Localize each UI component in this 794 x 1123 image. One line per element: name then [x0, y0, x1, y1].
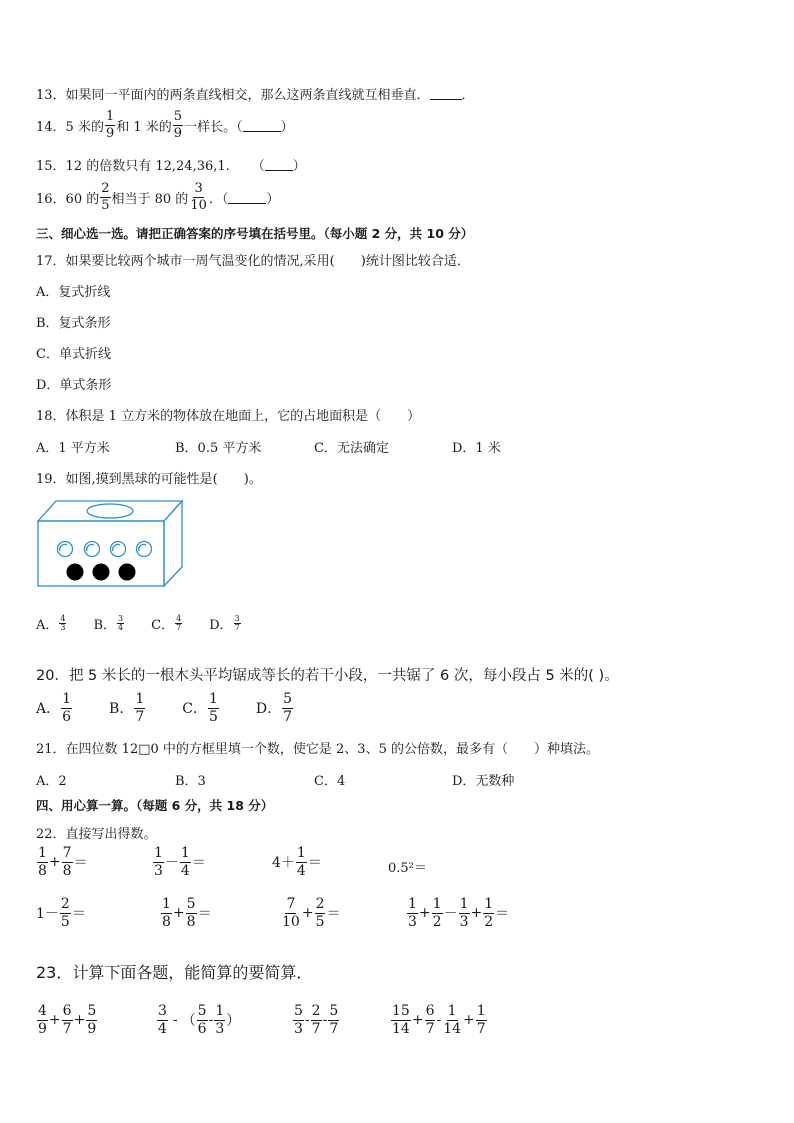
fraction: [180, 846, 191, 878]
equals-sign: ＝: [326, 906, 341, 923]
option-label: C．: [182, 701, 207, 718]
fraction: [282, 692, 293, 724]
denominator: 10: [282, 913, 300, 930]
operator: +: [470, 905, 483, 922]
whole-number-term: 1－: [36, 906, 59, 923]
q19-option-b[interactable]: [93, 614, 125, 633]
fraction: [37, 846, 48, 878]
denominator: 2: [484, 913, 494, 930]
equals-sign: ＝: [191, 855, 206, 872]
numerator: 15: [392, 1003, 410, 1019]
operator: +: [301, 905, 314, 922]
black-balls: [67, 564, 136, 581]
numerator: 5: [294, 1003, 303, 1019]
fraction: [483, 897, 494, 929]
right-paren: ）: [226, 1013, 241, 1030]
q20-stem: 20．把 5 米长的一根木头平均锯成等长的若干小段，一共锯了 6 次，每小段占 5 米的( )。: [36, 668, 619, 684]
operator: +: [411, 1012, 424, 1029]
numerator: 1: [105, 109, 115, 124]
denominator: 3: [408, 913, 417, 930]
question-15: [36, 155, 306, 174]
q17-option-c[interactable]: C．单式折线: [36, 347, 111, 362]
equals-sign: ＝: [495, 906, 510, 923]
numerator: 1: [154, 845, 163, 861]
q15-open-paren: （: [251, 159, 265, 174]
q19-option-d[interactable]: [209, 614, 242, 633]
question-16: [36, 182, 279, 212]
numerator: 1: [38, 845, 47, 861]
q18-option-d[interactable]: D．1 米: [452, 441, 501, 456]
denominator: 3: [154, 862, 163, 879]
left-paren: （: [181, 1013, 196, 1030]
option-label: D．: [209, 618, 233, 633]
denominator: 7: [234, 623, 240, 632]
numerator: 2: [60, 896, 70, 912]
denominator: 4: [296, 862, 306, 879]
denominator: 6: [62, 708, 72, 725]
denominator: 4: [180, 862, 190, 879]
fraction: [134, 692, 145, 724]
numerator: 7: [286, 896, 296, 912]
fraction: [315, 897, 326, 929]
section-3-heading: 三、细心选一选。请把正确答案的序号填在括号里。（每小题 2 分，共 10 分）: [36, 226, 474, 241]
fraction: [100, 182, 110, 212]
numerator: 1: [215, 1003, 225, 1019]
q16-text-1: 16．60 的: [36, 191, 100, 207]
q18-stem: 18．体积是 1 立方米的物体放在地面上，它的占地面积是（ ）: [36, 409, 421, 424]
equals-sign: ＝: [307, 855, 322, 872]
q17-stem: 17．如果要比较两个城市一周气温变化的情况,采用( )统计图比较合适．: [36, 254, 470, 269]
fraction: [173, 110, 183, 140]
white-balls: [58, 542, 152, 557]
option-label: A．: [36, 618, 59, 633]
denominator: 9: [38, 1020, 47, 1037]
q23-expr-4: [390, 1004, 488, 1036]
numerator: 3: [158, 1003, 167, 1019]
q22-expr-4: 0.5²＝: [388, 861, 427, 876]
denominator: 2: [432, 913, 442, 930]
operator: +: [73, 1012, 86, 1029]
q21-option-d[interactable]: D．无数种: [452, 774, 515, 789]
q22-expr-5: [36, 897, 86, 929]
operator: －: [443, 906, 458, 923]
denominator: 5: [60, 913, 70, 930]
numerator: 1: [408, 896, 417, 912]
fraction: [175, 615, 182, 633]
q21-option-b[interactable]: B．3: [175, 774, 206, 789]
denominator: 7: [329, 1020, 339, 1037]
q18-option-c[interactable]: C．无法确定: [314, 441, 389, 456]
fraction: [157, 1004, 168, 1036]
fraction: [153, 846, 164, 878]
numerator: 1: [208, 691, 218, 707]
fraction: [161, 897, 172, 929]
fraction: [442, 1004, 462, 1036]
q23-expr-1: [36, 1004, 98, 1036]
denominator: 7: [283, 708, 293, 725]
denominator: 10: [190, 197, 207, 213]
fraction: [234, 615, 241, 633]
numerator: 5: [87, 1003, 97, 1019]
q15-text: 15．12 的倍数只有 12,24,36,1.: [36, 159, 230, 174]
whole-number-term: 4＋: [272, 855, 295, 872]
q16-text-4: ）: [266, 191, 280, 207]
numerator: 1: [162, 896, 171, 912]
fraction: [311, 1004, 322, 1036]
option-label: B．: [93, 618, 117, 633]
option-label: A．: [36, 701, 61, 718]
denominator: 3: [294, 1020, 303, 1037]
fraction: [62, 846, 73, 878]
q19-option-a[interactable]: [36, 614, 67, 633]
denominator: 8: [62, 862, 72, 879]
numerator: 1: [476, 1003, 486, 1019]
q21-option-c[interactable]: C．4: [314, 774, 346, 789]
fraction: [59, 615, 66, 633]
q13-answer-blank[interactable]: [430, 87, 462, 100]
numerator: 2: [101, 181, 110, 196]
fraction: [328, 1004, 339, 1036]
q13-suffix: ．: [461, 88, 475, 103]
denominator: 8: [38, 862, 47, 879]
fraction: [407, 897, 418, 929]
q22-expr-8: [406, 897, 509, 929]
fraction: [105, 110, 115, 140]
q14-text-3: 一样长。（: [184, 119, 243, 135]
denominator: 7: [311, 1020, 321, 1037]
denominator: 4: [158, 1020, 167, 1037]
operator: -: [436, 1012, 442, 1029]
q20-option-c[interactable]: [182, 692, 220, 724]
option-label: C．: [151, 618, 175, 633]
numerator: 2: [311, 1003, 321, 1019]
numerator: 1: [180, 845, 190, 861]
fraction: [186, 897, 197, 929]
numerator: 4: [176, 613, 182, 623]
numerator: 5: [283, 691, 293, 707]
fraction: [60, 897, 71, 929]
fraction: [281, 897, 301, 929]
q19-stem: 19．如图,摸到黑球的可能性是( )。: [36, 472, 262, 487]
numerator: 1: [432, 896, 442, 912]
q20-option-d[interactable]: [256, 692, 294, 724]
denominator: 7: [135, 708, 145, 725]
numerator: 1: [447, 1003, 457, 1019]
operator: +: [172, 905, 185, 922]
q18-option-b[interactable]: B．0.5 平方米: [175, 441, 262, 456]
fraction: [62, 1004, 73, 1036]
numerator: 4: [60, 613, 66, 623]
q22-expr-6: [160, 897, 212, 929]
numerator: 1: [135, 691, 145, 707]
question-14: [36, 110, 294, 140]
q19-option-c[interactable]: [151, 614, 183, 633]
denominator: 9: [105, 125, 115, 141]
ball-box-figure: [34, 497, 186, 591]
denominator: 7: [425, 1020, 435, 1037]
fraction: [459, 897, 470, 929]
q14-text-2: 和 1 米的: [116, 119, 172, 135]
operator: +: [418, 905, 431, 922]
numerator: 1: [459, 896, 469, 912]
fraction: [61, 692, 72, 724]
numerator: 3: [194, 181, 203, 196]
denominator: 14: [443, 1020, 462, 1037]
operator: +: [463, 1012, 475, 1029]
fraction: [476, 1004, 487, 1036]
denominator: 7: [62, 1020, 72, 1037]
denominator: 5: [315, 913, 325, 930]
operator: +: [48, 854, 61, 871]
fraction: [296, 846, 307, 878]
fraction: [189, 182, 208, 212]
q17-option-b[interactable]: B．复式条形: [36, 316, 111, 331]
equals-sign: ＝: [71, 906, 86, 923]
q20-option-b[interactable]: [109, 692, 146, 724]
q15-close-paren: ）: [292, 159, 306, 174]
numerator: 7: [62, 845, 72, 861]
q22-stem: 22．直接写出得数。: [36, 827, 157, 842]
q23-expr-3: [292, 1004, 340, 1036]
section-4-heading: 四、用心算一算。（每题 6 分，共 18 分）: [36, 798, 274, 813]
fraction: [214, 1004, 225, 1036]
numerator: 1: [484, 896, 494, 912]
denominator: 3: [60, 623, 66, 632]
fraction: [432, 897, 443, 929]
q22-expr-2: [152, 846, 206, 878]
numerator: 3: [234, 613, 240, 623]
q20-option-a[interactable]: [36, 692, 73, 724]
denominator: 3: [215, 1020, 225, 1037]
equals-sign: ＝: [197, 906, 212, 923]
numerator: 5: [197, 1003, 207, 1019]
operator: -: [304, 1012, 310, 1029]
q14-text-1: 14．5 米的: [36, 119, 104, 135]
q21-option-a[interactable]: A．2: [36, 774, 67, 789]
numerator: 3: [118, 613, 124, 623]
denominator: 5: [208, 708, 218, 725]
operator: －: [164, 855, 179, 872]
fraction: [391, 1004, 411, 1036]
q21-stem: 21．在四位数 12□0 中的方框里填一个数，使它是 2、3、5 的公倍数，最多有（ ）种填法。: [36, 742, 599, 757]
box-side-face: [164, 501, 182, 586]
fraction: [208, 692, 219, 724]
fraction: [117, 615, 124, 633]
denominator: 9: [173, 125, 183, 141]
q17-option-d[interactable]: D．单式条形: [36, 378, 112, 393]
numerator: 1: [296, 845, 306, 861]
q15-answer-blank[interactable]: [265, 158, 293, 171]
denominator: 7: [176, 623, 182, 632]
box-opening: [87, 504, 133, 518]
denominator: 5: [101, 197, 110, 213]
numerator: 6: [62, 1003, 72, 1019]
q16-text-3: ．（: [208, 191, 229, 207]
q22-expr-1: [36, 846, 88, 878]
operator: -: [322, 1012, 328, 1029]
q22-expr-7: [280, 897, 340, 929]
question-13: [36, 84, 475, 103]
denominator: 14: [392, 1020, 410, 1037]
operator: -: [208, 1012, 214, 1029]
denominator: 6: [197, 1020, 207, 1037]
fraction: [425, 1004, 436, 1036]
q17-option-a[interactable]: A．复式折线: [36, 285, 111, 300]
q14-answer-blank[interactable]: [243, 119, 281, 132]
numerator: 5: [173, 109, 183, 124]
operator: -: [172, 1012, 178, 1029]
q23-expr-2: [156, 1004, 240, 1036]
numerator: 6: [425, 1003, 435, 1019]
denominator: 8: [186, 913, 196, 930]
q16-text-2: 相当于 80 的: [111, 191, 189, 207]
fraction: [197, 1004, 208, 1036]
option-label: D．: [255, 701, 282, 718]
q20-options: [36, 692, 294, 724]
denominator: 7: [476, 1020, 486, 1037]
q19-options: [36, 614, 242, 633]
option-label: B．: [109, 701, 134, 718]
numerator: 5: [329, 1003, 339, 1019]
numerator: 4: [38, 1003, 47, 1019]
fraction: [37, 1004, 48, 1036]
fraction: [293, 1004, 304, 1036]
q16-answer-blank[interactable]: [228, 191, 266, 204]
numerator: 2: [315, 896, 325, 912]
fraction: [86, 1004, 97, 1036]
denominator: 3: [459, 913, 469, 930]
denominator: 4: [118, 623, 124, 632]
q18-option-a[interactable]: A．1 平方米: [36, 441, 110, 456]
q14-text-4: ）: [280, 119, 294, 135]
operator: +: [48, 1012, 61, 1029]
numerator: 5: [186, 896, 196, 912]
denominator: 9: [87, 1020, 97, 1037]
equals-sign: ＝: [73, 855, 88, 872]
denominator: 8: [162, 913, 171, 930]
numerator: 1: [62, 691, 72, 707]
q22-expr-3: [272, 846, 322, 878]
q23-stem: 23．计算下面各题，能简算的要简算．: [36, 963, 313, 982]
q13-text: 13．如果同一平面内的两条直线相交，那么这两条直线就互相垂直．: [36, 88, 430, 103]
